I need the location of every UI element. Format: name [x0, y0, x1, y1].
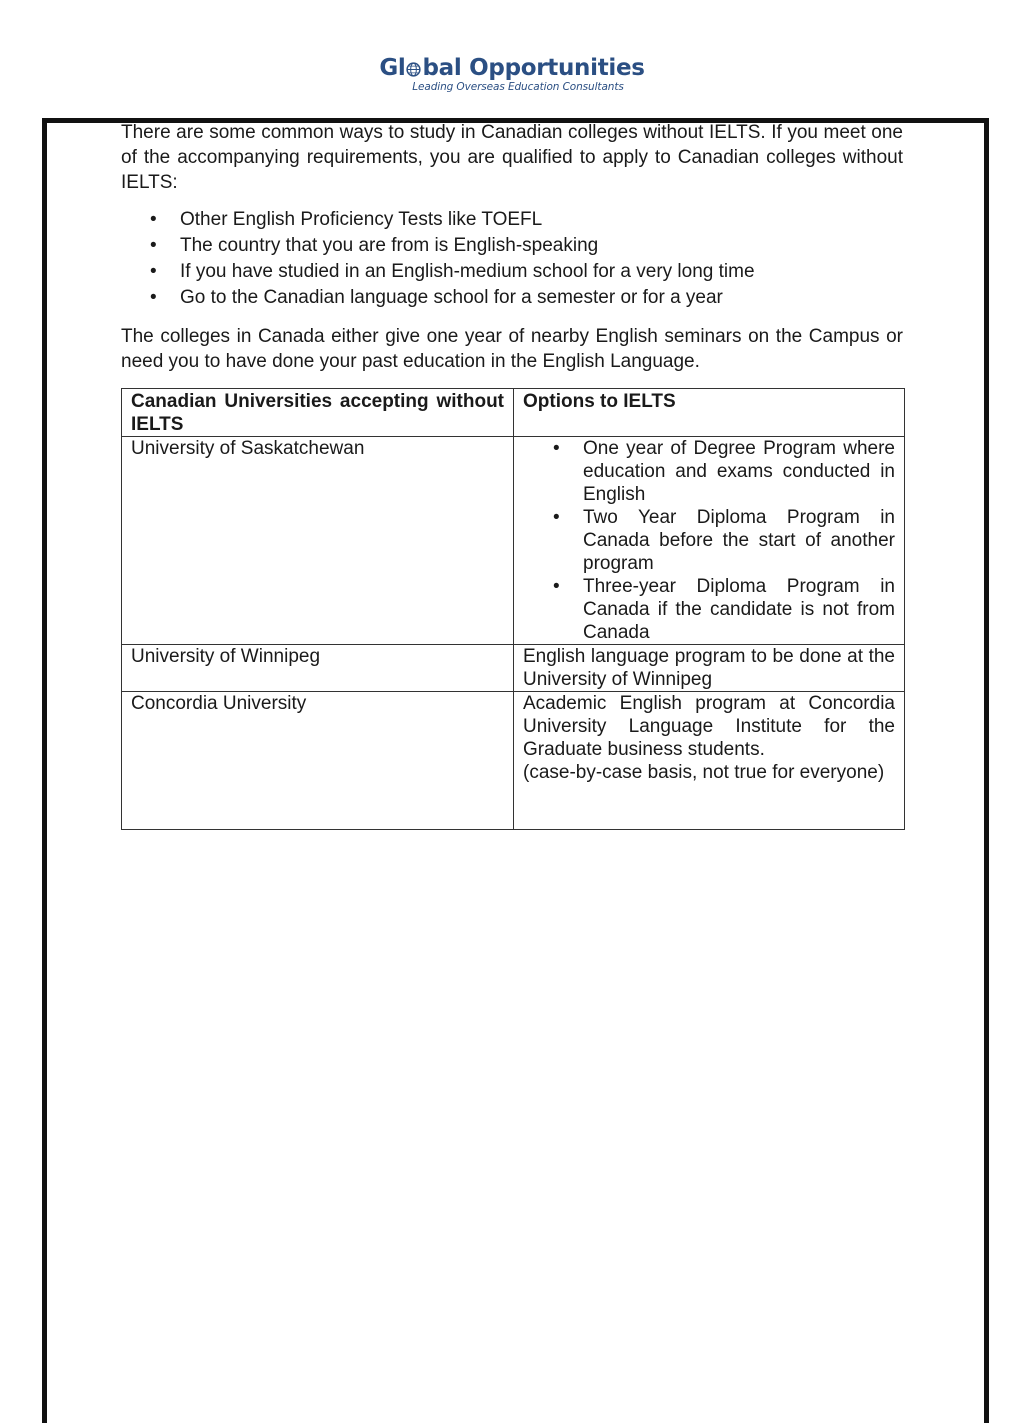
- globe-icon: [406, 62, 421, 77]
- options-cell: English language program to be done at the University of Winnipeg: [514, 645, 905, 692]
- university-cell: University of Saskatchewan: [122, 437, 514, 645]
- header-universities: Canadian Universities accepting without IELTS: [122, 389, 514, 437]
- list-item: • Two Year Diploma Program in Canada before the start of another program: [523, 506, 895, 575]
- list-item: • Go to the Canadian language school for a semester or for a year: [121, 285, 903, 311]
- intro-paragraph: There are some common ways to study in Canadian colleges without IELTS. If you meet one of the accompanying requirements, you are qualified to apply to Canadian colleges without IELTS:: [121, 122, 903, 193]
- list-item: • The country that you are from is English-speaking: [121, 233, 903, 259]
- logo-tagline: Leading Overseas Education Consultants: [412, 81, 624, 93]
- list-item: • If you have studied in an English-medium school for a very long time: [121, 259, 903, 285]
- list-item: • Three-year Diploma Program in Canada if the candidate is not from Canada: [523, 575, 895, 644]
- note-paragraph: The colleges in Canada either give one year of nearby English seminars on the Campus or need you to have done your past education in the English Language.: [121, 326, 903, 372]
- table-header-row: [122, 389, 905, 437]
- list-item: • One year of Degree Program where education and exams conducted in English: [523, 437, 895, 506]
- list-item: • Other English Proficiency Tests like TOEFL: [121, 207, 903, 233]
- options-cell: [514, 437, 905, 645]
- options-list: [523, 437, 895, 644]
- requirements-list: [121, 207, 903, 311]
- table-row: [122, 692, 905, 830]
- logo-wordmark: [379, 54, 644, 82]
- options-cell: [514, 692, 905, 830]
- option-note: (case-by-case basis, not true for everyone): [523, 762, 885, 783]
- table-row: [122, 437, 905, 645]
- company-logo: [0, 54, 1024, 93]
- university-cell: Concordia University: [122, 692, 514, 830]
- university-cell: University of Winnipeg: [122, 645, 514, 692]
- option-text: Academic English program at Concordia University Language Institute for the Graduate business students.: [523, 693, 895, 760]
- document-body: [121, 120, 903, 830]
- table-row: [122, 645, 905, 692]
- logo-text-left: Gl: [379, 55, 406, 81]
- header-options: Options to IELTS: [514, 389, 905, 437]
- universities-table: [121, 388, 905, 830]
- logo-text-right: bal Opportunities: [422, 55, 645, 81]
